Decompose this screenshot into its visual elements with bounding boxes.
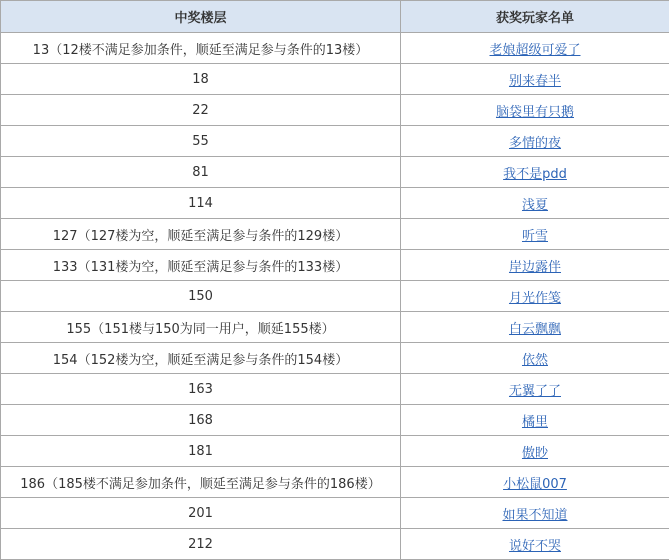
- winner-cell: [401, 33, 669, 64]
- winner-cell: [401, 405, 669, 436]
- winner-link[interactable]: 依然: [522, 353, 548, 368]
- floor-cell: 201: [1, 498, 401, 529]
- table-row: [1, 343, 669, 374]
- floor-cell: 154（152楼为空，顺延至满足参与条件的154楼）: [1, 343, 401, 374]
- winner-cell: [401, 467, 669, 498]
- winner-cell: [401, 157, 669, 188]
- winner-link[interactable]: 如果不知道: [502, 508, 567, 523]
- table-row: [1, 405, 669, 436]
- winner-link[interactable]: 脑袋里有只鹅: [496, 105, 574, 120]
- winner-cell: [401, 64, 669, 95]
- winner-cell: [401, 250, 669, 281]
- winner-cell: [401, 95, 669, 126]
- floor-cell: 13（12楼不满足参加条件，顺延至满足参与条件的13楼）: [1, 33, 401, 64]
- floor-cell: 18: [1, 64, 401, 95]
- floor-cell: 114: [1, 188, 401, 219]
- floor-cell: 150: [1, 281, 401, 312]
- table-row: [1, 157, 669, 188]
- winner-link[interactable]: 浅夏: [522, 198, 548, 213]
- table-row: [1, 467, 669, 498]
- winner-link[interactable]: 别来春半: [509, 74, 561, 89]
- winner-link[interactable]: 傲眇: [522, 446, 548, 461]
- table-row: [1, 126, 669, 157]
- floor-cell: 168: [1, 405, 401, 436]
- floor-cell: 181: [1, 436, 401, 467]
- winner-link[interactable]: 无翼了了: [509, 384, 561, 399]
- table-row: [1, 188, 669, 219]
- table-body: [1, 33, 669, 560]
- floor-cell: 212: [1, 529, 401, 560]
- winner-link[interactable]: 橘里: [522, 415, 548, 430]
- winner-cell: [401, 126, 669, 157]
- table-row: [1, 529, 669, 560]
- table-row: [1, 498, 669, 529]
- table-row: [1, 436, 669, 467]
- winner-link[interactable]: 月光作笺: [509, 291, 561, 306]
- table-row: [1, 250, 669, 281]
- floor-cell: 163: [1, 374, 401, 405]
- table-row: [1, 33, 669, 64]
- header-row: [1, 1, 669, 33]
- floor-cell: 186（185楼不满足参加条件，顺延至满足参与条件的186楼）: [1, 467, 401, 498]
- table-row: [1, 64, 669, 95]
- table-row: [1, 312, 669, 343]
- winner-cell: [401, 281, 669, 312]
- winner-cell: [401, 219, 669, 250]
- floor-cell: 22: [1, 95, 401, 126]
- winner-link[interactable]: 我不是pdd: [503, 167, 567, 182]
- floor-cell: 55: [1, 126, 401, 157]
- floor-cell: 133（131楼为空，顺延至满足参与条件的133楼）: [1, 250, 401, 281]
- winner-cell: [401, 498, 669, 529]
- header-floor: 中奖楼层: [1, 1, 401, 33]
- winner-link[interactable]: 小松鼠007: [503, 477, 567, 492]
- winner-link[interactable]: 岸边露伴: [509, 260, 561, 275]
- winner-link[interactable]: 白云飘飘: [509, 322, 561, 337]
- winner-link[interactable]: 老娘超级可爱了: [489, 43, 580, 58]
- table-row: [1, 281, 669, 312]
- winner-cell: [401, 312, 669, 343]
- table-row: [1, 219, 669, 250]
- winner-cell: [401, 529, 669, 560]
- winner-cell: [401, 343, 669, 374]
- table-row: [1, 95, 669, 126]
- winner-link[interactable]: 多情的夜: [509, 136, 561, 151]
- table-row: [1, 374, 669, 405]
- winner-link[interactable]: 听雪: [522, 229, 548, 244]
- floor-cell: 81: [1, 157, 401, 188]
- winner-link[interactable]: 说好不哭: [509, 539, 561, 554]
- floor-cell: 155（151楼与150为同一用户，顺延155楼）: [1, 312, 401, 343]
- header-winner: 获奖玩家名单: [401, 1, 669, 33]
- winner-cell: [401, 436, 669, 467]
- winner-cell: [401, 374, 669, 405]
- winner-cell: [401, 188, 669, 219]
- floor-cell: 127（127楼为空，顺延至满足参与条件的129楼）: [1, 219, 401, 250]
